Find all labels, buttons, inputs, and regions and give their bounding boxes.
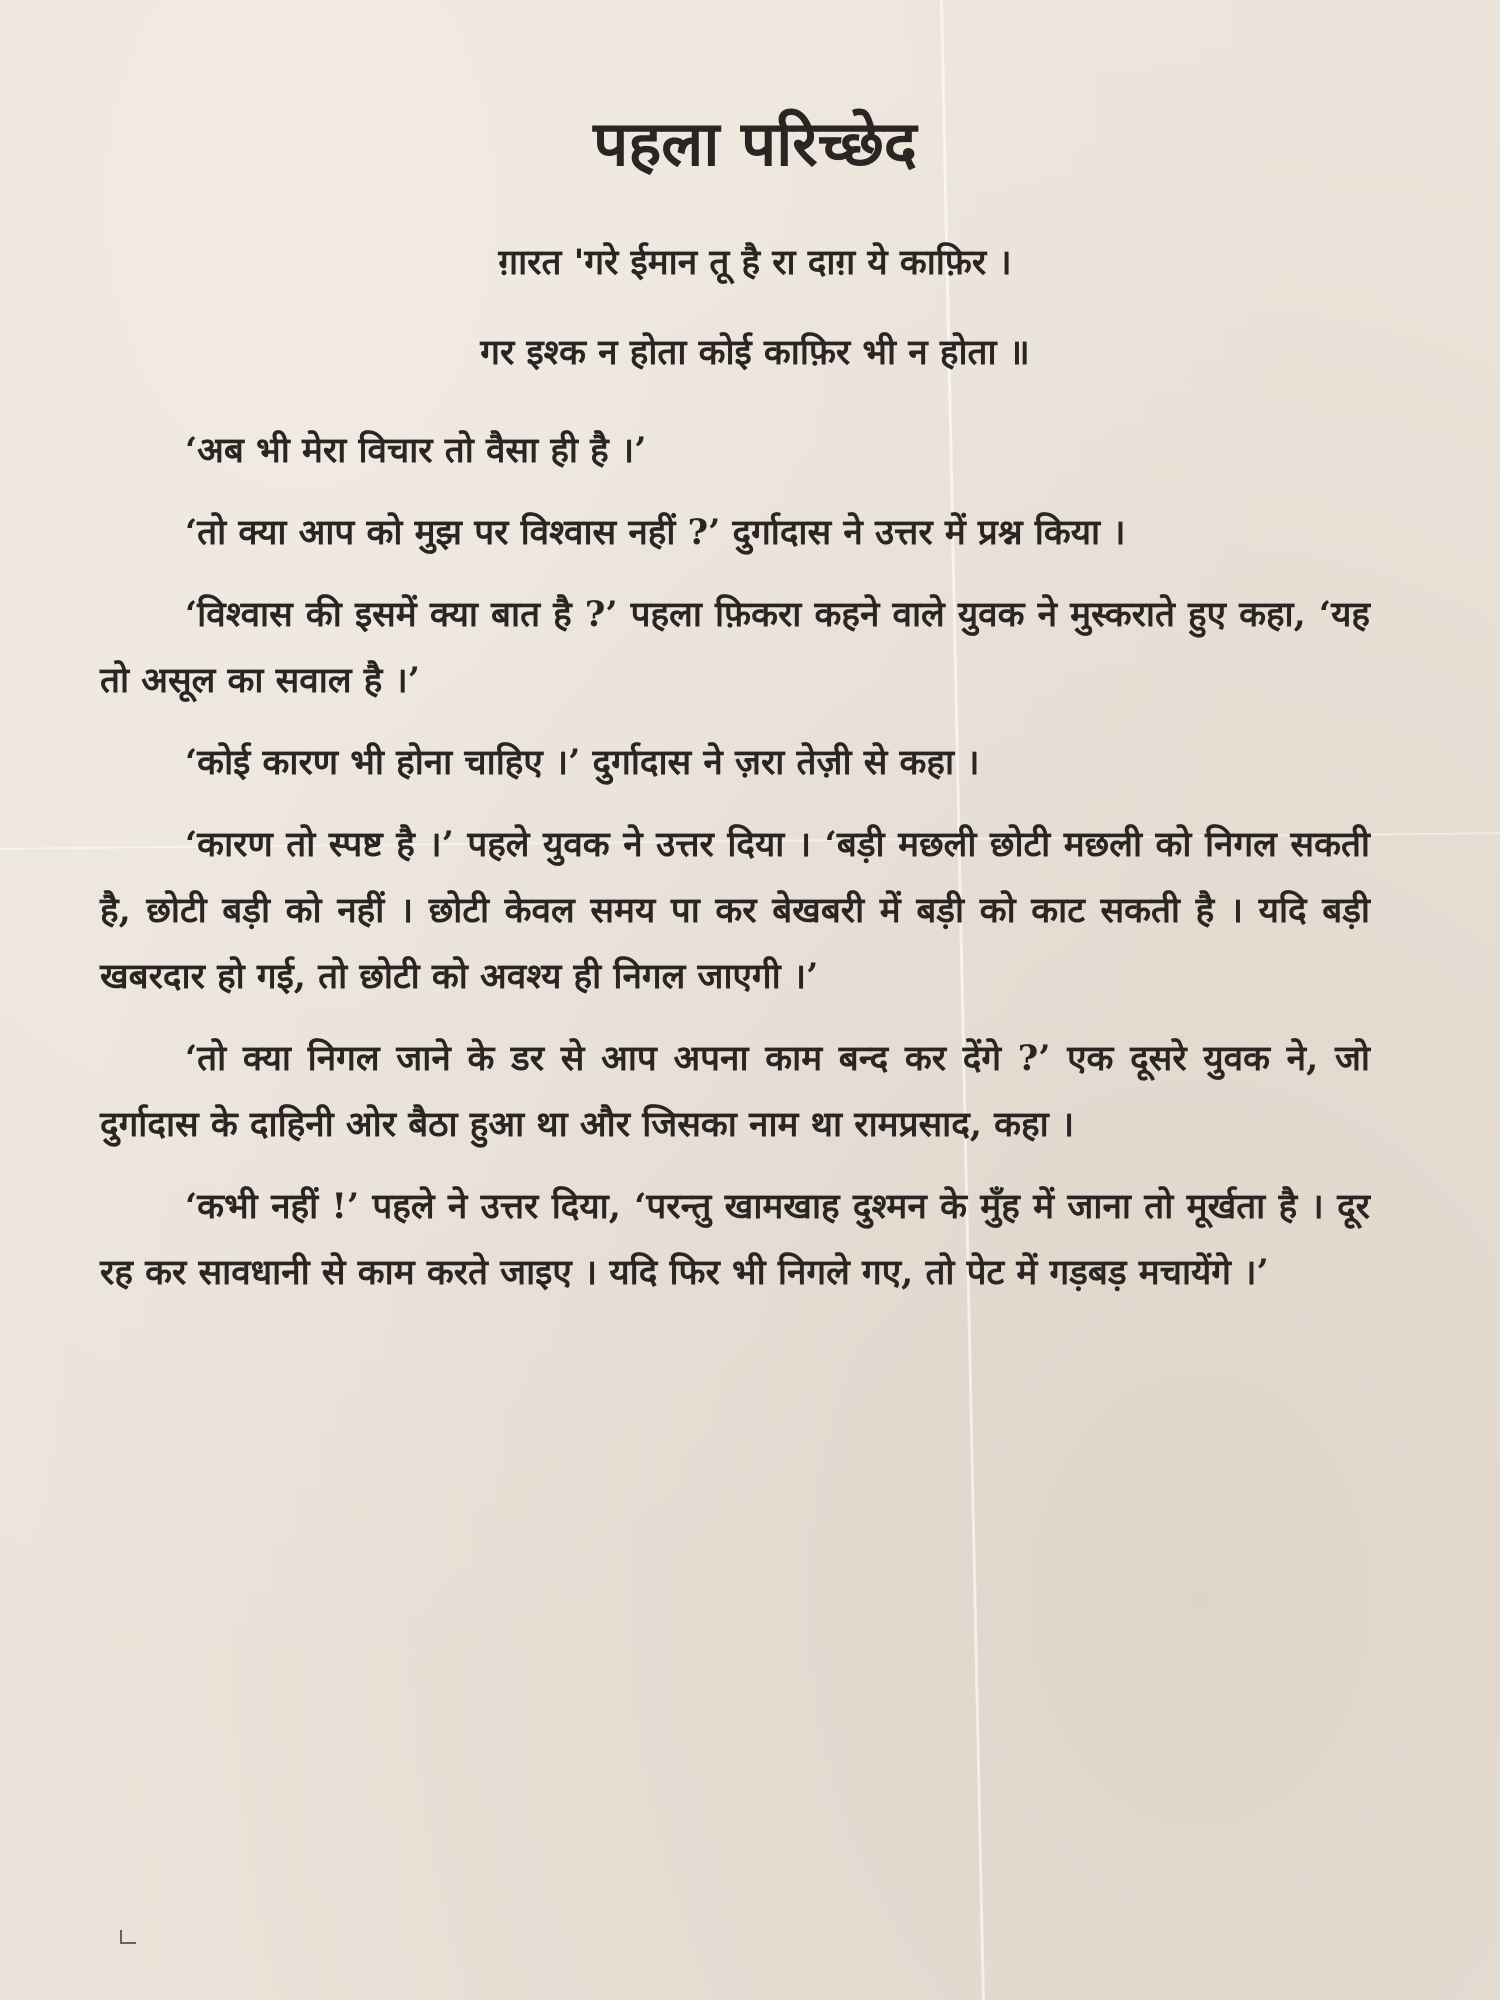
paragraph: ‘अब भी मेरा विचार तो वैसा ही है ।’	[185, 430, 647, 472]
couplet-line: ग़ारत 'गरे ईमान तू है रा दाग़ ये काफ़िर ।	[498, 242, 1012, 284]
paragraph: ‘कारण तो स्पष्ट है ।’ पहले युवक ने उत्तर दिया । ‘बड़ी मछली छोटी मछली को निगल सकती है, छोटी बड़ी को नहीं । छोटी केवल समय पा कर बेखबरी में बड़ी को काट सकती है । यदि बड़ी खबरदार हो गई, तो छोटी को अवश्य ही निगल जाएगी ।’	[100, 824, 1370, 998]
paragraph: ‘तो क्या निगल जाने के डर से आप अपना काम बन्द कर देंगे ?’ एक दूसरे युवक ने, जो दुर्गादास के दाहिनी ओर बैठा हुआ था और जिसका नाम था रामप्रसाद, कहा ।	[100, 1038, 1370, 1146]
chapter-title: पहला परिच्छेद	[593, 107, 917, 180]
corner-mark	[120, 1930, 136, 1944]
paragraph: ‘कभी नहीं !’ पहले ने उत्तर दिया, ‘परन्तु खामखाह दुश्मन के मुँह में जाना तो मूर्खता है । दूर रह कर सावधानी से काम करते जाइए । यदि फिर भी निगले गए, तो पेट में गड़बड़ मचायेंगे ।’	[100, 1186, 1370, 1294]
couplet-line: गर इश्क न होता कोई काफ़िर भी न होता ॥	[480, 332, 1030, 374]
epigraph-couplet	[100, 218, 1370, 398]
paragraph: ‘विश्वास की इसमें क्या बात है ?’ पहला फ़िकरा कहने वाले युवक ने मुस्कराते हुए कहा, ‘यह तो असूल का सवाल है ।’	[100, 594, 1370, 702]
paragraph: ‘कोई कारण भी होना चाहिए ।’ दुर्गादास ने ज़रा तेज़ी से कहा ।	[185, 742, 980, 784]
page-content	[100, 107, 1370, 1322]
paragraph: ‘तो क्या आप को मुझ पर विश्वास नहीं ?’ दुर्गादास ने उत्तर में प्रश्न किया ।	[185, 512, 1126, 554]
